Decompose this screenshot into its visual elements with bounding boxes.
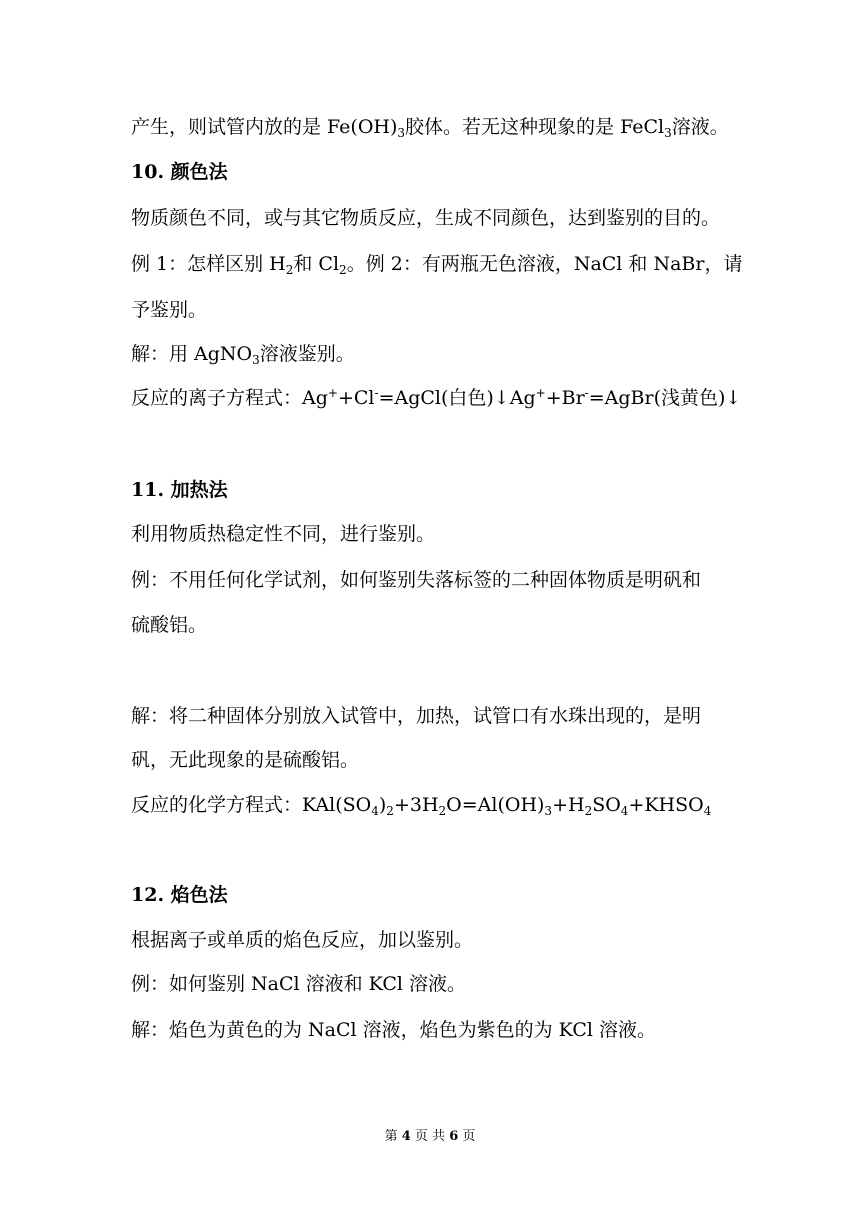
- heating-example: 例：不用任何化学试剂，如何鉴别失落标签的二种固体物质是明矾和: [131, 569, 702, 591]
- flame-solution: 解：焰色为黄色的为 NaCl 溶液，焰色为紫色的为 KCl 溶液。: [131, 1019, 657, 1041]
- fe-oh3-paragraph: 产生，则试管内放的是 $Fe(OH)_3$胶体。若无这种现象的是 FeCl$_3$溶液。: [131, 116, 729, 140]
- chemical-equation: 反应的化学方程式：$KAl(SO_4)_2+3H_2O=Al(OH)_3+H_2SO_4+KHSO_4$: [131, 794, 712, 818]
- section-11-heading: 11. 加热法: [131, 479, 228, 501]
- current-page-number: 4: [401, 1129, 411, 1144]
- color-solution: 解：用 AgNO$_3$溶液鉴别。: [131, 343, 355, 367]
- section-12-heading: 12. 焰色法: [131, 884, 228, 906]
- heating-method-description: 利用物质热稳定性不同，进行鉴别。: [131, 523, 436, 545]
- color-example-line: 例 1：怎样区别 $H_2$和 $Cl_2$。例 2：有两瓶无色溶液，NaCl 和 NaBr，请: [131, 253, 743, 277]
- ionic-equation: 反应的离子方程式：Ag++Cl-=AgCl(白色)↓Ag++Br-=AgBr(浅黄色)↓: [131, 386, 742, 409]
- flame-method-description: 根据离子或单质的焰色反应，加以鉴别。: [131, 929, 474, 951]
- color-method-description: 物质颜色不同，或与其它物质反应，生成不同颜色，达到鉴别的目的。: [131, 207, 721, 229]
- heating-example-continuation: 硫酸铝。: [131, 614, 208, 636]
- heating-solution-continuation: 矾，无此现象的是硫酸铝。: [131, 749, 360, 771]
- section-10-heading: 10. 颜色法: [131, 161, 228, 183]
- color-example-continuation: 予鉴别。: [131, 299, 208, 321]
- heating-solution: 解：将二种固体分别放入试管中，加热，试管口有水珠出现的，是明: [131, 705, 702, 727]
- flame-example: 例：如何鉴别 NaCl 溶液和 KCl 溶液。: [131, 973, 467, 995]
- page-footer: 第 4 页 共 6 页: [384, 1129, 476, 1144]
- total-page-number: 6: [449, 1129, 459, 1144]
